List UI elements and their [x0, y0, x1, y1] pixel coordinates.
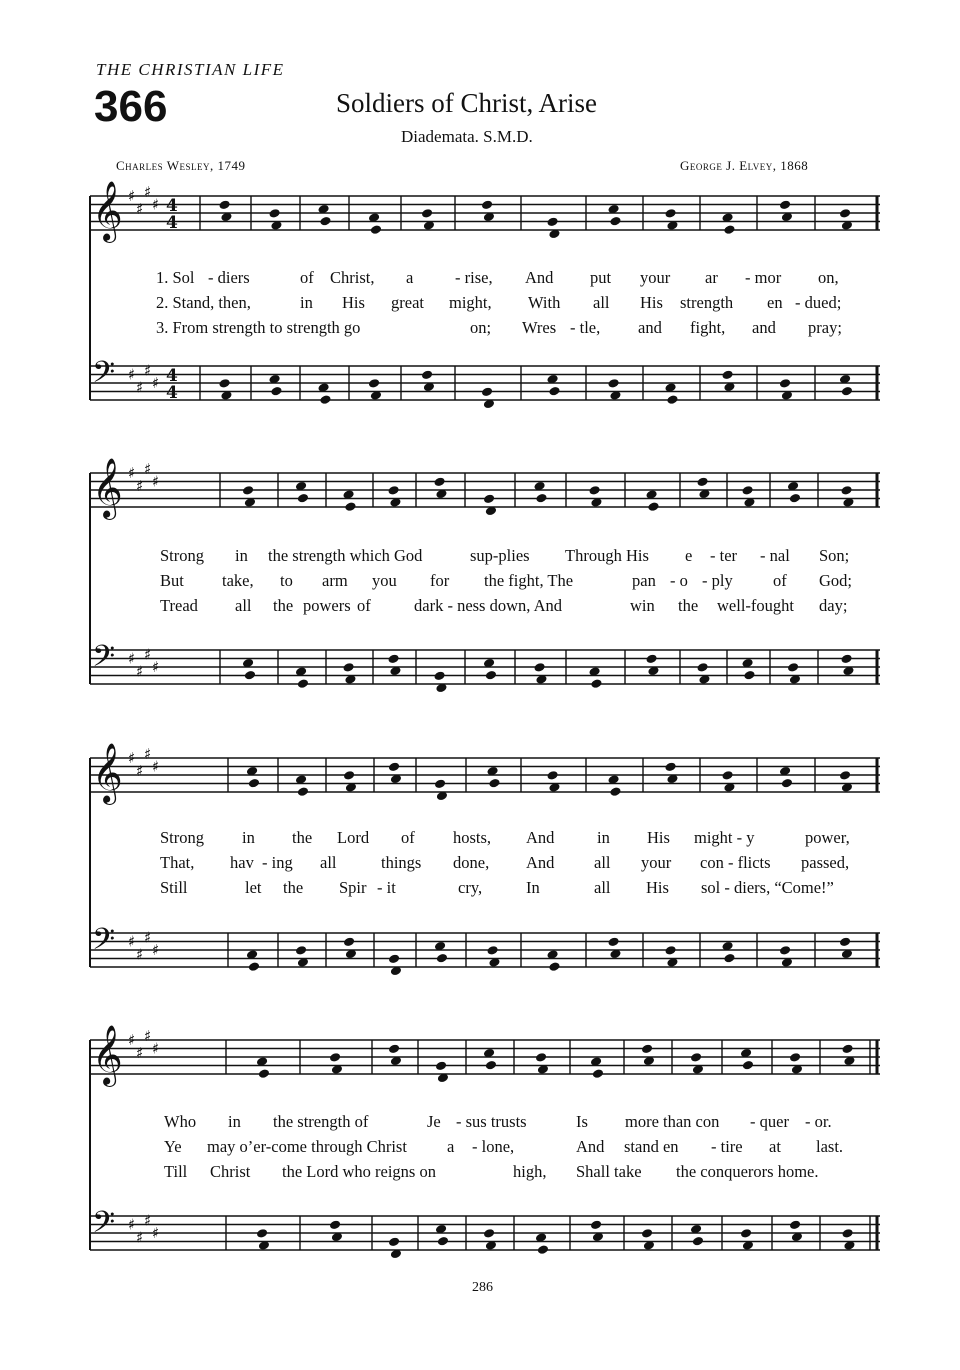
lyric-syllable: your: [641, 853, 672, 872]
note-head: [433, 476, 445, 487]
lyric-syllable: dark - ness down, And: [414, 596, 563, 615]
lyric-syllable: hav: [230, 853, 254, 872]
treble-clef-icon: 𝄞: [92, 1025, 123, 1085]
lyric-syllable: all: [594, 878, 611, 897]
bass-clef-icon: 𝄢: [92, 1206, 116, 1247]
lyric-syllable: last.: [816, 1137, 844, 1156]
note-head: [342, 662, 354, 673]
note-head: [537, 1244, 549, 1255]
lyric-syllable: Till: [164, 1162, 188, 1181]
time-signature: 4: [166, 196, 178, 216]
key-sharp-icon: ♯: [136, 476, 144, 495]
note-head: [779, 199, 791, 210]
treble-clef-icon: 𝄞: [92, 743, 123, 803]
lyric-syllable: Christ: [210, 1162, 251, 1181]
lyric-syllable: fight,: [690, 318, 726, 337]
note-head: [421, 208, 433, 219]
lyric-syllable: His: [640, 293, 663, 312]
lyric-syllable: pan: [632, 571, 656, 590]
treble-clef-icon: 𝄞: [92, 181, 123, 241]
lyric-syllable: 3. From strength to strength go: [156, 318, 361, 337]
note-head: [839, 770, 851, 781]
lyric-syllable: in: [228, 1112, 241, 1131]
note-head: [840, 653, 852, 664]
note-head: [485, 1060, 497, 1071]
lyric-syllable: might - y: [694, 828, 755, 847]
lyric-syllable: the: [273, 596, 294, 615]
note-head: [435, 1060, 447, 1071]
lyric-syllable: e: [685, 546, 693, 565]
note-head: [779, 378, 791, 389]
note-head: [436, 953, 448, 964]
note-head: [692, 1236, 704, 1247]
note-head: [387, 653, 399, 664]
note-head: [258, 1068, 270, 1079]
lyric-syllable: a: [447, 1137, 455, 1156]
note-head: [483, 493, 495, 504]
key-sharp-icon: ♯: [152, 941, 160, 959]
lyric-syllable: - sus trusts: [456, 1112, 527, 1131]
lyric-syllable: the: [283, 878, 304, 897]
note-head: [781, 778, 793, 789]
note-head: [388, 1236, 400, 1247]
lyric-syllable: on,: [818, 268, 839, 287]
note-head: [368, 378, 380, 389]
lyric-syllable: in: [597, 828, 610, 847]
lyric-syllable: - ing: [262, 853, 293, 872]
lyric-syllable: Strong: [160, 546, 205, 565]
note-head: [839, 936, 851, 947]
note-head: [609, 216, 621, 227]
key-sharp-icon: ♯: [152, 374, 160, 392]
lyric-syllable: sol - diers, “Come!”: [701, 878, 834, 897]
note-head: [839, 208, 851, 219]
lyric-syllable: 1. Sol: [156, 268, 195, 287]
lyric-syllable: and: [752, 318, 776, 337]
lyric-syllable: the strength which God: [268, 546, 423, 565]
lyric-syllable: His: [647, 828, 670, 847]
lyric-syllable: And: [526, 828, 555, 847]
lyric-syllable: cry,: [458, 878, 483, 897]
composer-credit: George J. Elvey, 1868: [680, 158, 809, 173]
note-head: [840, 485, 852, 496]
key-sharp-icon: ♯: [152, 1224, 160, 1242]
note-head: [297, 786, 309, 797]
lyric-syllable: might,: [449, 293, 492, 312]
lyric-syllable: all: [593, 293, 610, 312]
lyric-syllable: of: [300, 268, 314, 287]
key-sharp-icon: ♯: [128, 932, 136, 951]
lyric-syllable: Christ,: [330, 268, 375, 287]
lyric-syllable: - mor: [745, 268, 782, 287]
lyric-syllable: - tire: [711, 1137, 743, 1156]
lyric-syllable: your: [640, 268, 671, 287]
key-sharp-icon: ♯: [136, 662, 144, 681]
lyric-syllable: for: [430, 571, 450, 590]
note-head: [434, 778, 446, 789]
note-head: [297, 678, 309, 689]
key-sharp-icon: ♯: [128, 365, 136, 384]
lyric-syllable: more than con: [625, 1112, 720, 1131]
note-head: [647, 501, 659, 512]
note-head: [483, 1228, 495, 1239]
lyric-syllable: - quer: [750, 1112, 789, 1131]
note-head: [370, 224, 382, 235]
note-head: [641, 1228, 653, 1239]
lyric-syllable: of: [357, 596, 371, 615]
lyric-syllable: on;: [470, 318, 492, 337]
lyric-syllable: - tle,: [570, 318, 601, 337]
note-head: [388, 1043, 400, 1054]
note-head: [664, 761, 676, 772]
lyric-syllable: Tread: [160, 596, 198, 615]
lyric-syllable: of: [773, 571, 787, 590]
note-head: [741, 485, 753, 496]
note-head: [690, 1052, 702, 1063]
lyric-syllable: a: [406, 268, 414, 287]
note-head: [607, 378, 619, 389]
lyric-syllable: all: [594, 853, 611, 872]
lyric-syllable: - lone,: [472, 1137, 515, 1156]
lyric-syllable: - nal: [760, 546, 790, 565]
note-head: [387, 485, 399, 496]
lyric-syllable: In: [526, 878, 540, 897]
key-sharp-icon: ♯: [144, 1026, 152, 1045]
section-heading: THE CHRISTIAN LIFE: [96, 60, 285, 79]
tune-name: Diademata. S.M.D.: [401, 127, 533, 146]
lyric-syllable: en: [767, 293, 783, 312]
lyric-syllable: the strength of: [273, 1112, 369, 1131]
note-head: [645, 653, 657, 664]
note-head: [721, 369, 733, 380]
note-head: [244, 670, 256, 681]
bass-clef-icon: 𝄢: [92, 640, 116, 681]
key-sharp-icon: ♯: [128, 187, 136, 205]
note-head: [742, 1060, 754, 1071]
lyric-syllable: at: [769, 1137, 781, 1156]
hymn-title: Soldiers of Christ, Arise: [336, 88, 597, 118]
lyric-syllable: take,: [222, 571, 254, 590]
lyric-syllable: Through His: [565, 546, 649, 565]
lyric-syllable: - dued;: [795, 293, 842, 312]
lyric-syllable: His: [342, 293, 365, 312]
note-head: [533, 662, 545, 673]
lyric-syllable: Ye: [164, 1137, 182, 1156]
lyric-syllable: - diers: [208, 268, 250, 287]
lyric-syllable: great: [391, 293, 424, 312]
key-sharp-icon: ♯: [144, 1211, 152, 1230]
note-head: [779, 945, 791, 956]
note-head: [607, 936, 619, 947]
note-head: [270, 386, 282, 397]
key-sharp-icon: ♯: [128, 1031, 136, 1049]
lyric-syllable: you: [372, 571, 397, 590]
lyric-syllable: in: [242, 828, 255, 847]
lyric-syllable: That,: [160, 853, 195, 872]
time-signature: 4: [166, 213, 178, 233]
note-head: [248, 778, 260, 789]
lyric-syllable: - o: [670, 571, 688, 590]
lyric-syllable: in: [300, 293, 313, 312]
note-head: [488, 778, 500, 789]
note-head: [548, 386, 560, 397]
lyric-syllable: con - flicts: [700, 853, 771, 872]
lyric-syllable: the conquerors home.: [676, 1162, 819, 1181]
key-sharp-icon: ♯: [128, 464, 136, 482]
note-head: [723, 224, 735, 235]
lyric-syllable: power,: [805, 828, 850, 847]
note-head: [664, 945, 676, 956]
lyric-syllable: - rise,: [455, 268, 493, 287]
key-sharp-icon: ♯: [128, 1215, 136, 1234]
note-head: [546, 770, 558, 781]
lyric-syllable: pray;: [808, 318, 842, 337]
note-head: [329, 1052, 341, 1063]
key-sharp-icon: ♯: [152, 1039, 160, 1058]
key-sharp-icon: ♯: [144, 459, 152, 478]
bass-clef-icon: 𝄢: [92, 356, 116, 397]
lyric-syllable: well-fought: [717, 596, 794, 615]
note-head: [535, 493, 547, 504]
note-head: [590, 1219, 602, 1230]
note-head: [590, 678, 602, 689]
key-sharp-icon: ♯: [152, 757, 160, 776]
note-head: [344, 501, 356, 512]
lyric-syllable: - it: [377, 878, 396, 897]
note-head: [641, 1043, 653, 1054]
note-head: [664, 208, 676, 219]
lyric-syllable: And: [576, 1137, 605, 1156]
lyric-syllable: powers: [303, 596, 351, 615]
lyric-syllable: the fight, The: [484, 571, 574, 590]
note-head: [841, 1228, 853, 1239]
lyric-syllable: hosts,: [453, 828, 492, 847]
key-sharp-icon: ♯: [144, 361, 152, 380]
lyric-syllable: sup-plies: [470, 546, 530, 565]
note-head: [535, 1052, 547, 1063]
note-head: [319, 394, 331, 405]
note-head: [548, 961, 560, 972]
note-head: [218, 378, 230, 389]
lyric-syllable: Who: [164, 1112, 197, 1131]
lyric-syllable: let: [245, 878, 262, 897]
note-head: [666, 394, 678, 405]
lyric-syllable: - ply: [702, 571, 733, 590]
lyric-syllable: Son;: [819, 546, 850, 565]
note-head: [789, 1219, 801, 1230]
note-head: [481, 386, 493, 397]
lyric-syllable: Lord: [337, 828, 370, 847]
lyric-syllable: high,: [513, 1162, 547, 1181]
lyric-syllable: in: [235, 546, 248, 565]
lyric-syllable: Shall take: [576, 1162, 642, 1181]
lyric-syllable: the: [678, 596, 699, 615]
lyric-syllable: all: [235, 596, 252, 615]
key-sharp-icon: ♯: [136, 1043, 144, 1062]
lyric-syllable: With: [528, 293, 561, 312]
key-sharp-icon: ♯: [144, 645, 152, 664]
key-sharp-icon: ♯: [152, 658, 160, 676]
lyric-syllable: things: [381, 853, 422, 872]
key-sharp-icon: ♯: [128, 649, 136, 668]
note-head: [433, 670, 445, 681]
key-sharp-icon: ♯: [152, 195, 160, 214]
lyric-syllable: may o’er-come through Christ: [207, 1137, 407, 1156]
lyric-syllable: His: [646, 878, 669, 897]
note-head: [388, 953, 400, 964]
note-head: [485, 670, 497, 681]
note-head: [609, 786, 621, 797]
note-head: [388, 761, 400, 772]
bass-clef-icon: 𝄢: [92, 923, 116, 964]
note-head: [295, 945, 307, 956]
note-head: [329, 1219, 341, 1230]
lyric-syllable: Strong: [160, 828, 205, 847]
note-head: [242, 485, 254, 496]
lyric-syllable: and: [638, 318, 662, 337]
lyric-syllable: passed,: [801, 853, 850, 872]
key-sharp-icon: ♯: [136, 199, 144, 218]
key-sharp-icon: ♯: [144, 182, 152, 201]
note-head: [841, 386, 853, 397]
lyric-syllable: And: [526, 853, 555, 872]
note-head: [248, 961, 260, 972]
lyric-syllable: ar: [705, 268, 718, 287]
note-head: [723, 953, 735, 964]
note-head: [721, 770, 733, 781]
lyric-syllable: - or.: [805, 1112, 832, 1131]
lyric-syllable: God;: [819, 571, 852, 590]
note-head: [696, 476, 708, 487]
author-credit: Charles Wesley, 1749: [116, 158, 246, 173]
lyric-syllable: Je: [427, 1112, 441, 1131]
note-head: [319, 216, 331, 227]
lyric-syllable: the: [292, 828, 313, 847]
lyric-syllable: Still: [160, 878, 188, 897]
note-head: [486, 945, 498, 956]
lyric-syllable: 2. Stand, then,: [156, 293, 251, 312]
note-head: [789, 493, 801, 504]
lyric-syllable: the Lord who reigns on: [282, 1162, 436, 1181]
lyric-syllable: And: [525, 268, 554, 287]
note-head: [743, 670, 755, 681]
note-head: [588, 485, 600, 496]
lyric-syllable: day;: [819, 596, 848, 615]
key-sharp-icon: ♯: [144, 744, 152, 763]
note-head: [437, 1236, 449, 1247]
key-sharp-icon: ♯: [128, 749, 136, 767]
lyric-syllable: of: [401, 828, 415, 847]
note-head: [546, 216, 558, 227]
lyric-syllable: win: [630, 596, 655, 615]
lyric-syllable: done,: [453, 853, 490, 872]
lyric-syllable: to: [280, 571, 293, 590]
note-head: [297, 493, 309, 504]
lyric-syllable: But: [160, 571, 184, 590]
key-sharp-icon: ♯: [144, 928, 152, 947]
treble-clef-icon: 𝄞: [92, 458, 123, 518]
time-signature: 4: [166, 383, 178, 403]
key-sharp-icon: ♯: [136, 945, 144, 964]
key-sharp-icon: ♯: [136, 761, 144, 780]
hymn-number: 366: [94, 82, 168, 131]
lyric-syllable: all: [320, 853, 337, 872]
page-number: 286: [472, 1280, 493, 1295]
music-system: [0, 433, 960, 733]
lyric-syllable: Spir: [339, 878, 367, 897]
key-sharp-icon: ♯: [136, 1228, 144, 1247]
note-head: [481, 199, 493, 210]
note-head: [787, 662, 799, 673]
note-head: [841, 1043, 853, 1054]
note-head: [256, 1228, 268, 1239]
lyric-syllable: arm: [322, 571, 348, 590]
key-sharp-icon: ♯: [152, 472, 160, 491]
time-signature: 4: [166, 366, 178, 386]
note-head: [218, 199, 230, 210]
note-head: [592, 1068, 604, 1079]
note-head: [696, 662, 708, 673]
lyric-syllable: Is: [576, 1112, 588, 1131]
note-head: [343, 770, 355, 781]
note-head: [343, 936, 355, 947]
lyric-syllable: stand en: [624, 1137, 679, 1156]
lyric-syllable: put: [590, 268, 612, 287]
lyric-syllable: Wres: [522, 318, 557, 337]
note-head: [740, 1228, 752, 1239]
note-head: [789, 1052, 801, 1063]
lyric-syllable: strength: [680, 293, 734, 312]
lyric-syllable: - ter: [710, 546, 738, 565]
key-sharp-icon: ♯: [136, 378, 144, 397]
note-head: [421, 369, 433, 380]
note-head: [268, 208, 280, 219]
